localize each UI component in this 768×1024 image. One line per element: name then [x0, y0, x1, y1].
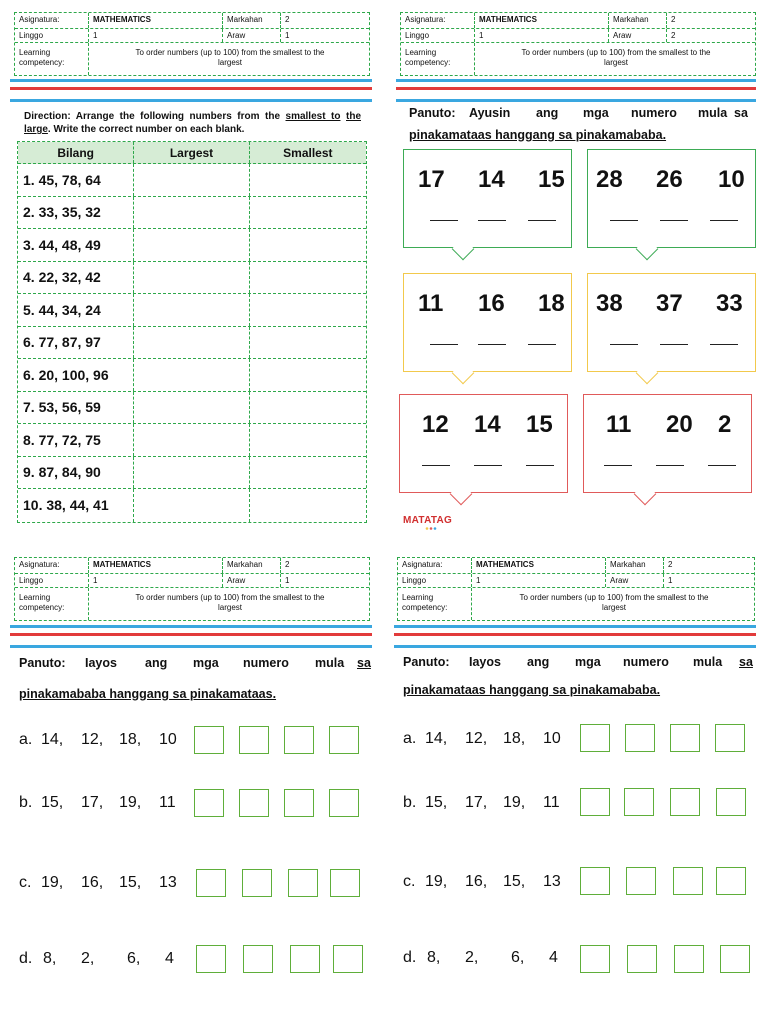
competency-value	[89, 588, 371, 620]
number-box	[399, 394, 568, 493]
number-value: 2	[718, 411, 732, 438]
divider-blue	[394, 645, 756, 648]
answer-box[interactable]	[674, 945, 704, 973]
ordering-table	[17, 141, 367, 523]
number-value: 37	[656, 290, 683, 317]
table-row	[18, 392, 366, 425]
table-row	[18, 262, 366, 295]
answer-box[interactable]	[194, 789, 224, 817]
answer-blank[interactable]	[422, 465, 450, 466]
markahan-label: Markahan	[609, 13, 667, 28]
araw-value: 1	[285, 31, 290, 40]
item-number: 15,	[425, 794, 448, 811]
item-number: 19,	[41, 874, 64, 891]
direction-part: . Write the correct number on each blank.	[47, 124, 245, 135]
item-number: 17,	[465, 794, 488, 811]
araw-label: Araw	[223, 574, 281, 587]
competency-line2: largest	[217, 58, 242, 67]
linggo-label: Linggo	[398, 574, 472, 587]
direction-underlined: the large	[24, 111, 361, 135]
answer-box[interactable]	[196, 869, 226, 897]
answer-box[interactable]	[239, 726, 269, 754]
number-box	[403, 273, 572, 372]
number-set: 9. 87, 84, 90	[18, 457, 134, 489]
markahan-value: 2	[285, 560, 290, 569]
learning-competency-label	[401, 43, 475, 75]
table-row	[18, 424, 366, 457]
number-value: 11	[418, 290, 444, 317]
item-number: 16,	[81, 874, 104, 891]
largest-answer-cell[interactable]	[134, 359, 249, 391]
answer-box[interactable]	[580, 788, 610, 816]
item-letter: b.	[19, 794, 33, 811]
markahan-label: Markahan	[606, 558, 664, 573]
answer-blank[interactable]	[526, 465, 554, 466]
competency-text: competency:	[19, 603, 65, 612]
answer-blank[interactable]	[430, 344, 458, 345]
number-box	[587, 149, 756, 248]
number-box	[403, 149, 572, 248]
competency-text: competency:	[405, 58, 451, 67]
learning-competency-label	[15, 588, 89, 620]
answer-box[interactable]	[239, 789, 269, 817]
subject-value: MATHEMATICS	[89, 558, 223, 573]
item-number: 4	[165, 950, 174, 967]
divider-blue	[394, 625, 756, 628]
item-number: 12,	[81, 731, 104, 748]
largest-answer-cell[interactable]	[134, 164, 249, 196]
column-header-largest: Largest	[134, 142, 249, 163]
largest-answer-cell[interactable]	[134, 262, 249, 294]
answer-box[interactable]	[288, 869, 318, 897]
panuto-word: sa	[734, 106, 748, 120]
number-value: 15	[526, 411, 553, 438]
smallest-answer-cell[interactable]	[250, 424, 366, 456]
linggo-label: Linggo	[15, 29, 89, 42]
linggo-value: 1	[89, 29, 223, 42]
worksheet-q4	[384, 512, 768, 1024]
competency-value	[89, 43, 371, 75]
matatag-logo: MATATAG	[403, 515, 453, 526]
table-row	[18, 359, 366, 392]
asignatura-label: Asignatura:	[398, 558, 472, 573]
answer-box[interactable]	[243, 945, 273, 973]
answer-box[interactable]	[715, 724, 745, 752]
subject-value: MATHEMATICS	[475, 13, 609, 28]
largest-answer-cell[interactable]	[134, 457, 249, 489]
smallest-answer-cell[interactable]	[250, 457, 366, 489]
item-number: 13	[159, 874, 177, 891]
answer-box[interactable]	[194, 726, 224, 754]
number-value: 20	[666, 411, 693, 438]
linggo-label: Linggo	[15, 574, 89, 587]
subject-value: MATHEMATICS	[89, 13, 223, 28]
panuto-line2: pinakamataas hanggang sa pinakamababa.	[403, 683, 661, 697]
item-number: 15,	[119, 874, 142, 891]
item-number: 19,	[503, 794, 526, 811]
item-number: 19,	[425, 873, 448, 890]
item-letter: d.	[19, 950, 33, 967]
number-set: 1. 45, 78, 64	[18, 164, 134, 196]
markahan-value: 2	[285, 15, 290, 24]
number-set: 3. 44, 48, 49	[18, 229, 134, 261]
asignatura-label: Asignatura:	[401, 13, 475, 28]
answer-blank[interactable]	[610, 344, 638, 345]
answer-blank[interactable]	[474, 465, 502, 466]
item-number: 18,	[503, 730, 526, 747]
item-letter: d.	[403, 949, 417, 966]
divider-blue	[396, 99, 756, 102]
panuto-word: ang	[536, 106, 559, 120]
number-value: 16	[478, 290, 505, 317]
panuto-word: Iayos	[469, 655, 501, 669]
answer-blank[interactable]	[710, 344, 738, 345]
largest-answer-cell[interactable]	[134, 327, 249, 359]
smallest-answer-cell[interactable]	[250, 197, 366, 229]
panuto-word: sa	[357, 656, 371, 670]
divider-blue	[10, 79, 372, 82]
learning-text: Learning	[19, 593, 51, 602]
panuto-word: mga	[193, 656, 219, 670]
competency-line1: To order numbers (up to 100) from the smallest to the	[135, 593, 325, 602]
araw-value: 1	[285, 576, 290, 585]
item-number: 15,	[503, 873, 526, 890]
number-value: 14	[474, 411, 501, 438]
answer-box[interactable]	[670, 788, 700, 816]
competency-value	[475, 43, 757, 75]
number-value: 10	[718, 166, 745, 193]
answer-box[interactable]	[720, 945, 750, 973]
item-number: 10	[159, 731, 177, 748]
panuto-word: ang	[527, 655, 550, 669]
learning-text: Learning	[405, 48, 437, 57]
item-number: 11	[159, 794, 176, 811]
number-value: 28	[596, 166, 623, 193]
learning-competency-label	[15, 43, 89, 75]
number-value: 33	[716, 290, 743, 317]
divider-blue	[396, 79, 756, 82]
answer-box[interactable]	[290, 945, 320, 973]
number-set: 4. 22, 32, 42	[18, 262, 134, 294]
item-number: 4	[549, 949, 558, 966]
table-row	[18, 327, 366, 360]
learning-competency-label	[398, 588, 472, 620]
number-value: 14	[478, 166, 505, 193]
answer-box[interactable]	[329, 726, 359, 754]
item-number: 8,	[43, 950, 57, 967]
panuto-label: Panuto:	[403, 655, 450, 669]
largest-answer-cell[interactable]	[134, 294, 249, 326]
markahan-value: 2	[671, 15, 676, 24]
item-number: 8,	[427, 949, 441, 966]
divider-blue	[10, 625, 372, 628]
learning-text: Learning	[402, 593, 434, 602]
header-table	[14, 12, 370, 76]
panuto-word: mga	[575, 655, 601, 669]
smallest-answer-cell[interactable]	[250, 359, 366, 391]
item-number: 11	[543, 794, 560, 811]
answer-blank[interactable]	[708, 465, 736, 466]
number-set: 2. 33, 35, 32	[18, 197, 134, 229]
panuto-word: sa	[739, 655, 753, 669]
answer-box[interactable]	[196, 945, 226, 973]
asignatura-label: Asignatura:	[15, 13, 89, 28]
smallest-answer-cell[interactable]	[250, 327, 366, 359]
item-number: 18,	[119, 731, 142, 748]
panuto-word: numero	[243, 656, 289, 670]
smallest-answer-cell[interactable]	[250, 164, 366, 196]
subject-value: MATHEMATICS	[472, 558, 606, 573]
item-letter: c.	[19, 874, 32, 891]
smallest-answer-cell[interactable]	[250, 294, 366, 326]
learning-text: Learning	[19, 48, 51, 57]
competency-line1: To order numbers (up to 100) from the smallest to the	[519, 593, 709, 602]
number-set: 5. 44, 34, 24	[18, 294, 134, 326]
worksheet-q3	[0, 512, 384, 1024]
answer-box[interactable]	[580, 945, 610, 973]
largest-answer-cell[interactable]	[134, 197, 249, 229]
largest-answer-cell[interactable]	[134, 229, 249, 261]
column-header-smallest: Smallest	[283, 145, 333, 160]
answer-box[interactable]	[242, 869, 272, 897]
panuto-word: Iayos	[85, 656, 117, 670]
panuto-word: mula	[698, 106, 728, 120]
item-number: 10	[543, 730, 561, 747]
item-number: 2,	[81, 950, 95, 967]
asignatura-label: Asignatura:	[15, 558, 89, 573]
header-table	[397, 557, 755, 621]
number-box	[587, 273, 756, 372]
number-value: 17	[418, 166, 445, 193]
table-header-row	[18, 142, 366, 164]
item-number: 12,	[465, 730, 488, 747]
number-set: 10. 38, 44, 41	[18, 489, 134, 522]
competency-text: competency:	[19, 58, 65, 67]
item-number: 6,	[511, 949, 525, 966]
number-set: 8. 77, 72, 75	[18, 424, 134, 456]
answer-blank[interactable]	[478, 344, 506, 345]
direction-underlined: smallest to	[285, 111, 341, 122]
largest-answer-cell[interactable]	[134, 424, 249, 456]
item-number: 2,	[465, 949, 479, 966]
item-number: 19,	[119, 794, 142, 811]
linggo-value: 1	[475, 29, 609, 42]
table-row	[18, 294, 366, 327]
answer-box[interactable]	[716, 788, 746, 816]
competency-line1: To order numbers (up to 100) from the smallest to the	[135, 48, 325, 57]
araw-label: Araw	[609, 29, 667, 42]
answer-box[interactable]	[284, 726, 314, 754]
item-number: 6,	[127, 950, 141, 967]
answer-blank[interactable]	[478, 220, 506, 221]
smallest-answer-cell[interactable]	[250, 262, 366, 294]
item-number: 13	[543, 873, 561, 890]
largest-answer-cell[interactable]	[134, 392, 249, 424]
number-value: 12	[422, 411, 449, 438]
linggo-value: 1	[89, 574, 223, 587]
panuto-word: mula	[315, 656, 345, 670]
divider-red	[396, 87, 756, 90]
markahan-value: 2	[668, 560, 673, 569]
answer-box[interactable]	[329, 789, 359, 817]
answer-blank[interactable]	[430, 220, 458, 221]
panuto-word: Ayusin	[469, 106, 511, 120]
araw-value: 2	[671, 31, 676, 40]
number-set: 6. 77, 87, 97	[18, 327, 134, 359]
header-table	[14, 557, 370, 621]
number-value: 11	[606, 411, 632, 438]
panuto-word: numero	[631, 106, 677, 120]
column-header-bilang: Bilang	[18, 142, 134, 163]
number-value: 15	[538, 166, 565, 193]
item-number: 17,	[81, 794, 104, 811]
answer-box[interactable]	[333, 945, 363, 973]
divider-red	[394, 633, 756, 636]
item-letter: c.	[403, 873, 416, 890]
answer-box[interactable]	[284, 789, 314, 817]
answer-blank[interactable]	[528, 220, 556, 221]
linggo-value: 1	[472, 574, 606, 587]
table-row	[18, 229, 366, 262]
answer-box[interactable]	[624, 788, 654, 816]
table-row	[18, 457, 366, 490]
panuto-label: Panuto:	[409, 106, 456, 120]
divider-blue	[10, 645, 372, 648]
answer-box[interactable]	[625, 724, 655, 752]
competency-line2: largest	[601, 603, 626, 612]
answer-box[interactable]	[330, 869, 360, 897]
competency-value	[472, 588, 756, 620]
smallest-answer-cell[interactable]	[250, 229, 366, 261]
table-row	[18, 197, 366, 230]
answer-blank[interactable]	[610, 220, 638, 221]
divider-blue	[10, 99, 372, 102]
answer-blank[interactable]	[710, 220, 738, 221]
item-number: 14,	[425, 730, 448, 747]
answer-box[interactable]	[580, 867, 610, 895]
competency-line2: largest	[217, 603, 242, 612]
direction-part: Direction: Arrange the following numbers from the	[24, 111, 286, 122]
panuto-word: mula	[693, 655, 723, 669]
number-box	[583, 394, 752, 493]
panuto-word: ang	[145, 656, 168, 670]
divider-red	[10, 633, 372, 636]
divider-red	[10, 87, 372, 90]
number-value: 38	[596, 290, 623, 317]
number-value: 18	[538, 290, 565, 317]
answer-box[interactable]	[673, 867, 703, 895]
number-value: 26	[656, 166, 683, 193]
answer-box[interactable]	[580, 724, 610, 752]
answer-blank[interactable]	[604, 465, 632, 466]
panuto-word: mga	[583, 106, 609, 120]
table-row	[18, 164, 366, 197]
answer-blank[interactable]	[656, 465, 684, 466]
answer-blank[interactable]	[528, 344, 556, 345]
item-number: 14,	[41, 731, 64, 748]
header-table	[400, 12, 756, 76]
araw-label: Araw	[223, 29, 281, 42]
araw-label: Araw	[606, 574, 664, 587]
number-set: 6. 20, 100, 96	[18, 359, 134, 391]
answer-box[interactable]	[670, 724, 700, 752]
competency-line2: largest	[603, 58, 628, 67]
panuto-line2: pinakamataas hanggang sa pinakamababa.	[409, 128, 667, 142]
panuto-word: numero	[623, 655, 669, 669]
competency-line1: To order numbers (up to 100) from the smallest to the	[521, 48, 711, 57]
answer-box[interactable]	[626, 867, 656, 895]
worksheet-q2	[384, 0, 768, 512]
answer-box[interactable]	[716, 867, 746, 895]
smallest-answer-cell[interactable]	[250, 392, 366, 424]
markahan-label: Markahan	[223, 13, 281, 28]
linggo-label: Linggo	[401, 29, 475, 42]
number-set: 7. 53, 56, 59	[18, 392, 134, 424]
item-letter: b.	[403, 794, 417, 811]
item-letter: a.	[19, 731, 33, 748]
item-number: 16,	[465, 873, 488, 890]
panuto-label: Panuto:	[19, 656, 66, 670]
markahan-label: Markahan	[223, 558, 281, 573]
panuto-line2: pinakamababa hanggang sa pinakamataas.	[19, 687, 277, 701]
direction-text	[24, 110, 361, 136]
answer-blank[interactable]	[660, 220, 688, 221]
item-number: 15,	[41, 794, 64, 811]
answer-box[interactable]	[627, 945, 657, 973]
worksheet-q1	[0, 0, 384, 512]
araw-value: 1	[668, 576, 673, 585]
item-letter: a.	[403, 730, 417, 747]
competency-text: competency:	[402, 603, 448, 612]
answer-blank[interactable]	[660, 344, 688, 345]
